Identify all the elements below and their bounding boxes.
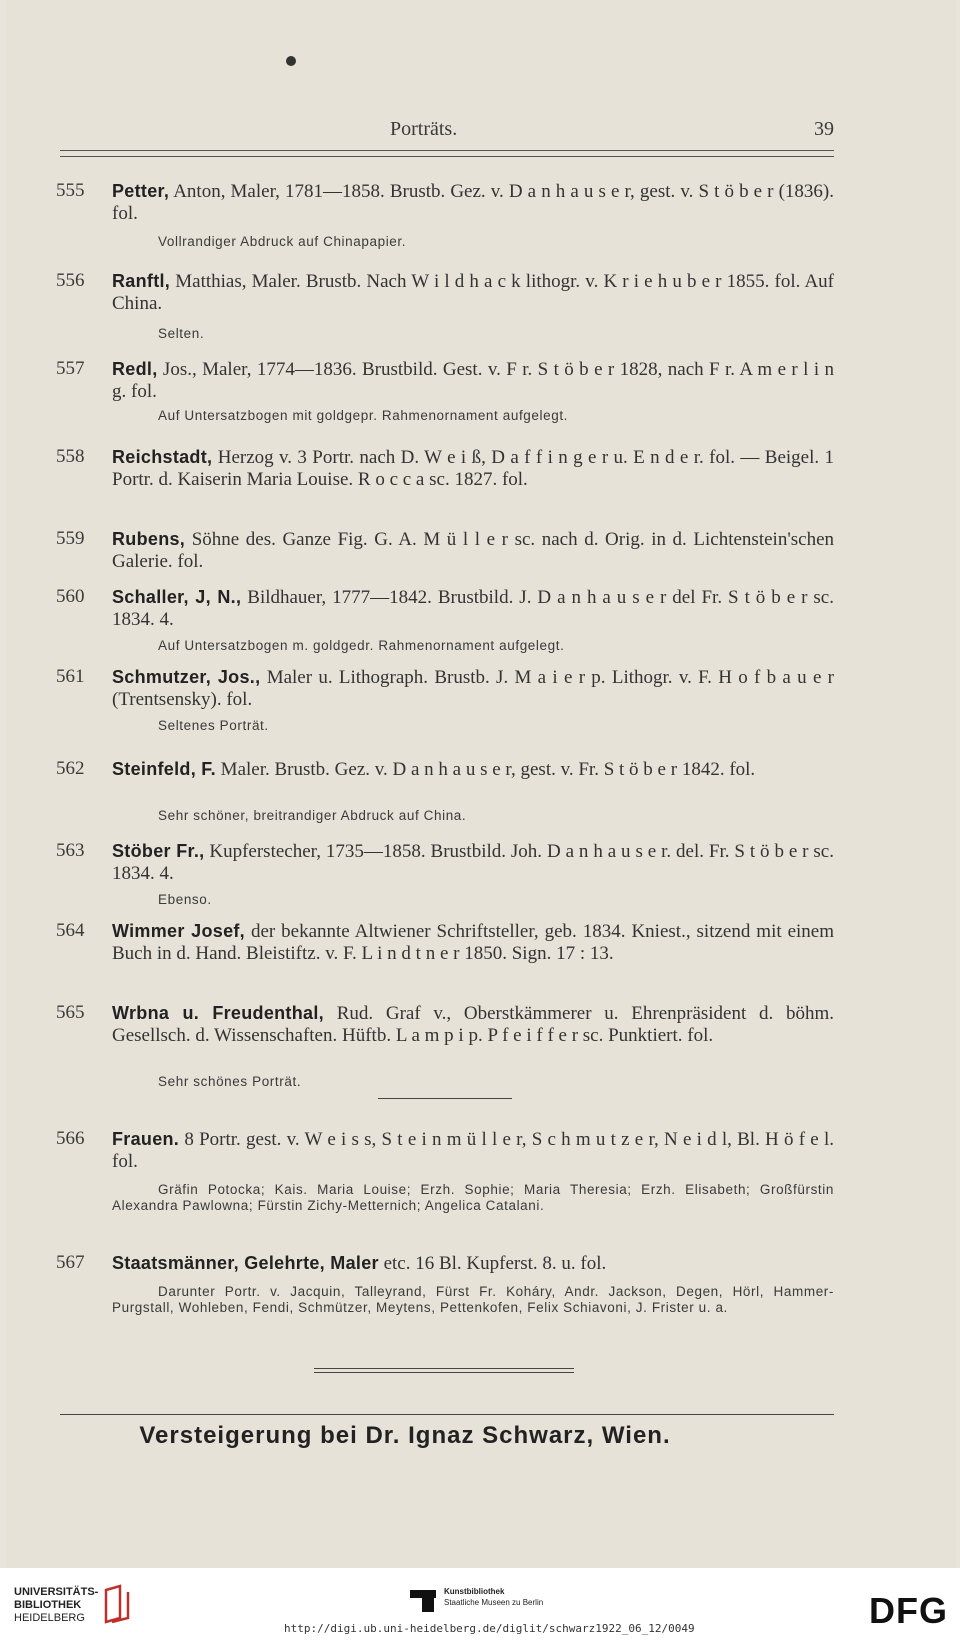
entry-number: 563 xyxy=(56,840,85,861)
library-line: UNIVERSITÄTS- xyxy=(14,1586,99,1598)
entry-description: Rud. Graf v., Oberstkämmerer u. Ehrenpräsident d. böhm. Gesellsch. d. Wissenschaften. Hüftb. L a m p i p. P f e i f f e r sc. Punktiert. fol. xyxy=(112,1003,835,1046)
entry-description: Söhne des. Ganze Fig. G. A. M ü l l e r sc. nach d. Orig. in d. Lichtenstein'schen Galerie. fol. xyxy=(112,529,834,572)
entry-name: Frauen. xyxy=(112,1129,180,1149)
entry-name: Rubens, xyxy=(112,529,186,549)
library-name xyxy=(14,1586,98,1625)
scanned-page xyxy=(6,0,956,1568)
digitization-footer xyxy=(0,1568,960,1640)
entry-text xyxy=(112,758,834,781)
entry-text xyxy=(112,840,834,885)
kb-text xyxy=(444,1586,543,1608)
entry-text xyxy=(112,180,834,225)
entry-note: Vollrandiger Abdruck auf Chinapapier. xyxy=(158,234,407,249)
auction-line: Versteigerung bei Dr. Ignaz Schwarz, Wien. xyxy=(139,1422,671,1449)
entry-number: 567 xyxy=(56,1252,85,1273)
footer-rule xyxy=(60,1414,834,1415)
entry-description: Matthias, Maler. Brustb. Nach W i l d h a c k lithogr. v. K r i e h u b e r 1855. fol. Auf China. xyxy=(112,271,835,314)
entry-name: Ranftl, xyxy=(112,271,171,291)
entry-description: Jos., Maler, 1774—1836. Brustbild. Gest. v. F r. S t ö b e r 1828, nach F r. A m e r l i n g. fol. xyxy=(112,359,835,402)
kb-name: Kunstbibliothek xyxy=(444,1587,505,1596)
entry-description: etc. 16 Bl. Kupferst. 8. u. fol. xyxy=(383,1253,607,1274)
entry-number: 556 xyxy=(56,270,85,291)
entry-name: Staatsmänner, Gelehrte, Maler xyxy=(112,1253,379,1273)
end-rule xyxy=(314,1368,574,1373)
museum-logo-icon xyxy=(410,1588,436,1614)
section-separator xyxy=(378,1098,512,1099)
entry-note: Auf Untersatzbogen m. goldgedr. Rahmenornament aufgelegt. xyxy=(158,638,565,653)
entry-number: 566 xyxy=(56,1128,85,1149)
section-title: Porträts. xyxy=(390,118,458,140)
entry-name: Stöber Fr., xyxy=(112,841,205,861)
entry-text xyxy=(112,1002,834,1047)
entry-number: 558 xyxy=(56,446,85,467)
entry-text xyxy=(112,586,834,631)
library-line: BIBLIOTHEK xyxy=(14,1599,82,1611)
entry-note: Sehr schöner, breitrandiger Abdruck auf China. xyxy=(158,808,467,823)
entry-text xyxy=(112,528,834,573)
source-url[interactable]: http://digi.ub.uni-heidelberg.de/diglit/schwarz1922_06_12/0049 xyxy=(284,1622,695,1635)
entry-description: Kupferstecher, 1735—1858. Brustbild. Joh. D a n h a u s e r. del. Fr. S t ö b e r sc. 1834. 4. xyxy=(112,841,834,884)
entry-description: 8 Portr. gest. v. W e i s s, S t e i n m ü l l e r, S c h m u t z e r, N e i d l, Bl. H ö f e l. fol. xyxy=(112,1129,834,1172)
entry-text xyxy=(112,666,834,711)
entry-name: Redl, xyxy=(112,359,158,379)
entry-text xyxy=(112,358,834,403)
entry-description: Herzog v. 3 Portr. nach D. W e i ß, D a f f i n g e r u. E n d e r. fol. — Beigel. 1 Portr. d. Kaiserin Maria Louise. R o c c a sc. 1827. fol. xyxy=(112,447,835,490)
library-line: HEIDELBERG xyxy=(14,1612,85,1624)
entry-note: Auf Untersatzbogen mit goldgepr. Rahmenornament aufgelegt. xyxy=(158,408,569,423)
entry-note: Gräfin Potocka; Kais. Maria Louise; Erzh. Sophie; Maria Theresia; Erzh. Elisabeth; Großfürstin Alexandra Pawlowna; Fürstin Zichy-Metternich; Angelica Catalani. xyxy=(112,1182,834,1213)
entry-number: 562 xyxy=(56,758,85,779)
entry-text xyxy=(112,1252,834,1275)
library-logo-icon xyxy=(100,1582,134,1626)
entry-note: Seltenes Porträt. xyxy=(158,718,269,733)
entry-number: 564 xyxy=(56,920,85,941)
entry-description: der bekannte Altwiener Schriftsteller, geb. 1834. Kniest., sitzend mit einem Buch in d. Hand. Bleistiftz. v. F. L i n d t n e r 1850. Sign. 17 : 13. xyxy=(112,921,834,964)
entry-description: Maler u. Lithograph. Brustb. J. M a i e r p. Lithogr. v. F. H o f b a u e r (Trentsensky). fol. xyxy=(112,667,834,710)
entry-number: 561 xyxy=(56,666,85,687)
entry-name: Wrbna u. Freudenthal, xyxy=(112,1003,324,1023)
entry-number: 557 xyxy=(56,358,85,379)
entry-number: 560 xyxy=(56,586,85,607)
entry-number: 559 xyxy=(56,528,85,549)
entry-note: Sehr schönes Porträt. xyxy=(158,1074,302,1089)
entry-name: Schaller, J, N., xyxy=(112,587,242,607)
entry-description: Maler. Brustb. Gez. v. D a n h a u s e r, gest. v. Fr. S t ö b e r 1842. fol. xyxy=(220,759,756,780)
entry-note: Selten. xyxy=(158,326,205,341)
entry-number: 555 xyxy=(56,180,85,201)
entry-name: Reichstadt, xyxy=(112,447,213,467)
entry-text xyxy=(112,270,834,315)
entry-text xyxy=(112,920,834,965)
page-number: 39 xyxy=(814,118,834,140)
entry-name: Wimmer Josef, xyxy=(112,921,245,941)
entry-text xyxy=(112,446,834,491)
entry-name: Petter, xyxy=(112,181,170,201)
catalog-entries xyxy=(6,0,960,1380)
kb-subtitle: Staatliche Museen zu Berlin xyxy=(444,1598,544,1607)
dfg-logo: DFG xyxy=(869,1590,948,1631)
entry-note: Darunter Portr. v. Jacquin, Talleyrand, Fürst Fr. Koháry, Andr. Jackson, Degen, Hörl, Hammer-Purgstall, Wohleben, Fendi, Schmützer, Meytens, Pettenkofen, Felix Schiavoni, J. Frister u. a. xyxy=(112,1284,834,1315)
entry-name: Schmutzer, Jos., xyxy=(112,667,261,687)
entry-description: Bildhauer, 1777—1842. Brustbild. J. D a n h a u s e r del Fr. S t ö b e r sc. 1834. 4. xyxy=(112,587,834,630)
entry-note: Ebenso. xyxy=(158,892,212,907)
entry-text xyxy=(112,1128,834,1173)
kunstbibliothek-logo xyxy=(410,1582,570,1622)
entry-number: 565 xyxy=(56,1002,85,1023)
entry-description: Anton, Maler, 1781—1858. Brustb. Gez. v. D a n h a u s e r, gest. v. S t ö b e r (1836). fol. xyxy=(112,181,834,224)
entry-name: Steinfeld, F. xyxy=(112,759,216,779)
